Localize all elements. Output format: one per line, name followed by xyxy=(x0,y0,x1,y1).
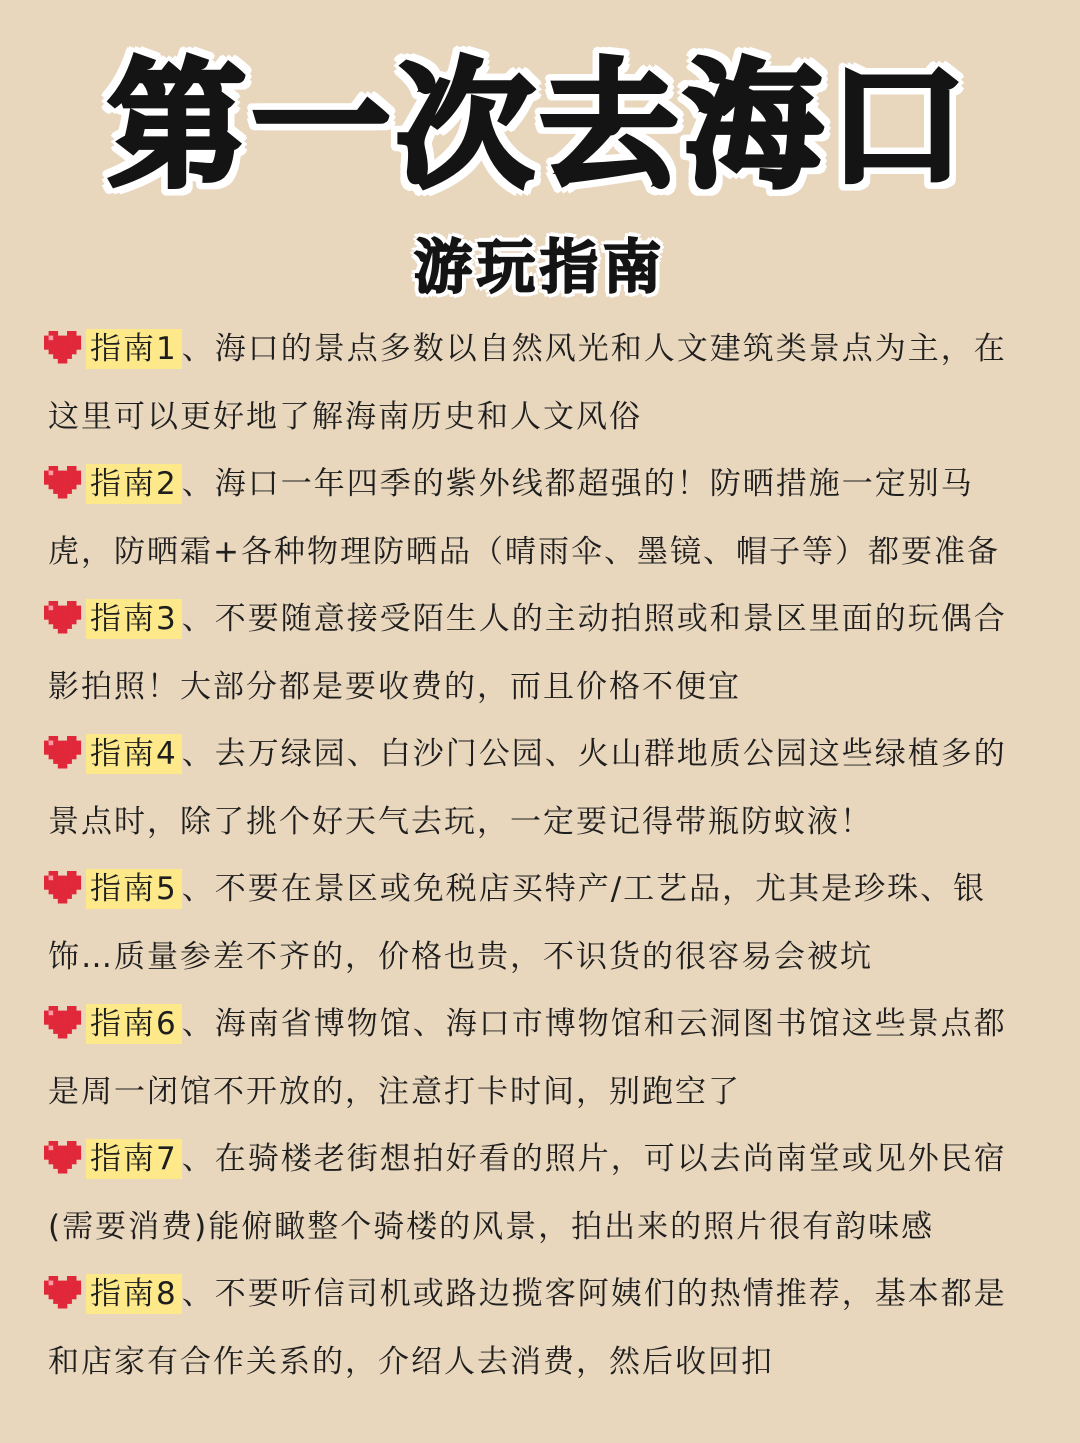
tips-list xyxy=(48,316,1038,1396)
tip-label: 指南5 xyxy=(86,869,182,909)
tip-text: 海口的景点多数以自然风光和人文建筑类景点为主，在这里可以更好地了解海南历史和人文风俗 xyxy=(48,331,1007,435)
tip-separator: 、 xyxy=(181,1141,215,1177)
tip-text: 不要在景区或免税店买特产/工艺品，尤其是珍珠、银饰…质量参差不齐的，价格也贵，不识货的很容易会被坑 xyxy=(48,871,987,975)
pixel-heart-icon xyxy=(44,736,82,768)
pixel-heart-icon xyxy=(44,331,82,363)
tip-text: 不要随意接受陌生人的主动拍照或和景区里面的玩偶合影拍照！大部分都是要收费的，而且价格不便宜 xyxy=(48,601,1007,705)
tip-label: 指南8 xyxy=(86,1274,182,1314)
pixel-heart-icon xyxy=(44,601,82,633)
pixel-heart-icon xyxy=(44,1276,82,1308)
tip-label: 指南7 xyxy=(86,1139,182,1179)
tip-separator: 、 xyxy=(181,601,215,637)
tip-separator: 、 xyxy=(181,1276,215,1312)
tip-label: 指南2 xyxy=(86,464,182,504)
pixel-heart-icon xyxy=(44,466,82,498)
tip-label: 指南6 xyxy=(86,1004,182,1044)
tip-item xyxy=(48,451,1038,586)
tip-label: 指南3 xyxy=(86,599,182,639)
tip-text: 海口一年四季的紫外线都超强的！防晒措施一定别马虎，防晒霜+各种物理防晒品（晴雨伞、墨镜、帽子等）都要准备 xyxy=(48,466,1000,570)
tip-separator: 、 xyxy=(181,871,215,907)
tip-item xyxy=(48,316,1038,451)
tip-item xyxy=(48,1261,1038,1396)
pixel-heart-icon xyxy=(44,1141,82,1173)
page-title: 第一次去海口 xyxy=(107,46,972,207)
tip-text: 不要听信司机或路边揽客阿姨们的热情推荐，基本都是和店家有合作关系的，介绍人去消费，然后收回扣 xyxy=(48,1276,1007,1380)
page-subtitle: 游玩指南 xyxy=(413,233,666,301)
tip-text: 海南省博物馆、海口市博物馆和云洞图书馆这些景点都是周一闭馆不开放的，注意打卡时间，别跑空了 xyxy=(48,1006,1007,1110)
pixel-heart-icon xyxy=(44,1006,82,1038)
tip-item xyxy=(48,1126,1038,1261)
tip-text: 在骑楼老街想拍好看的照片，可以去尚南堂或见外民宿(需要消费)能俯瞰整个骑楼的风景，拍出来的照片很有韵味感 xyxy=(48,1141,1007,1245)
tip-item xyxy=(48,721,1038,856)
tip-item xyxy=(48,586,1038,721)
tip-separator: 、 xyxy=(181,466,215,502)
tip-label: 指南4 xyxy=(86,734,182,774)
tip-text: 去万绿园、白沙门公园、火山群地质公园这些绿植多的景点时，除了挑个好天气去玩，一定要记得带瓶防蚊液！ xyxy=(48,736,1007,840)
tip-item xyxy=(48,856,1038,991)
pixel-heart-icon xyxy=(44,871,82,903)
tip-item xyxy=(48,991,1038,1126)
tip-separator: 、 xyxy=(181,736,215,772)
tip-separator: 、 xyxy=(181,331,215,367)
tip-separator: 、 xyxy=(181,1006,215,1042)
tip-label: 指南1 xyxy=(86,329,182,369)
